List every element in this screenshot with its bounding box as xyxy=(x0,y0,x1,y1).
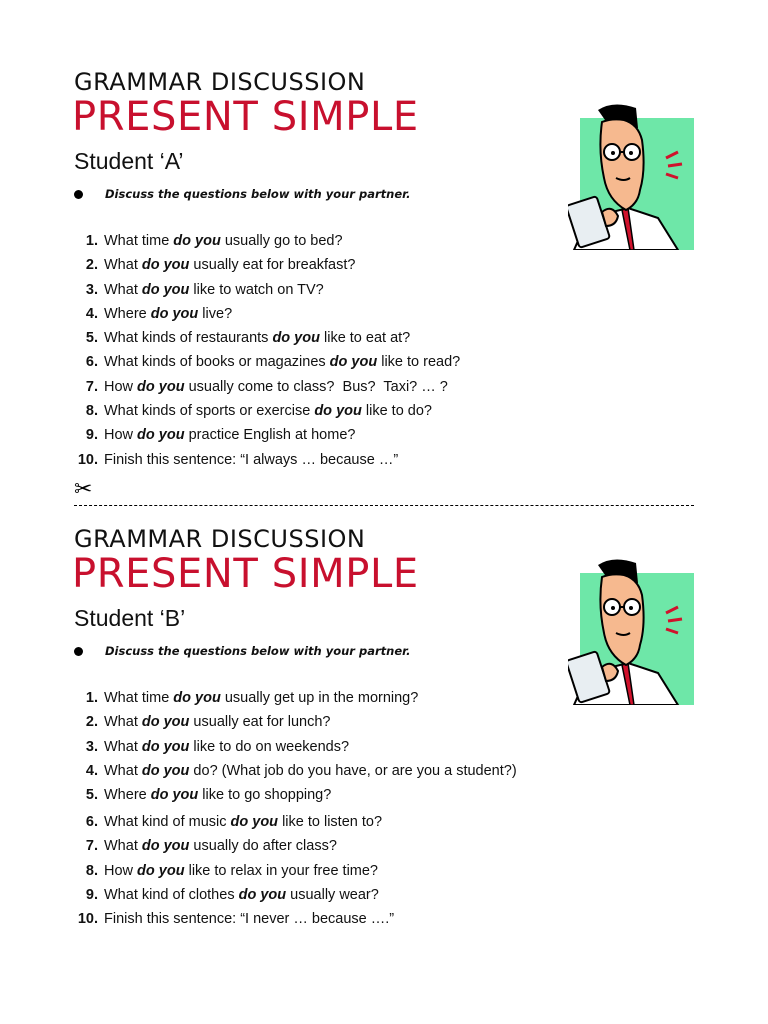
question-highlight: do you xyxy=(230,814,279,831)
question-highlight: do you xyxy=(137,378,185,395)
bullet-icon xyxy=(74,190,83,199)
question-number: 9. xyxy=(85,887,98,904)
question-text: do? (What job do you have, or are you a student?) xyxy=(189,762,517,779)
question-number: 3. xyxy=(85,281,98,298)
question-text: Where xyxy=(104,305,151,322)
question-text: What kinds of sports or exercise xyxy=(104,403,315,420)
question-item xyxy=(74,254,460,278)
question-item xyxy=(74,327,460,351)
question-text: usually come to class? Bus? Taxi? … ? xyxy=(184,378,448,395)
question-list xyxy=(74,230,460,473)
question-item xyxy=(74,424,460,448)
question-number: 6. xyxy=(85,814,98,831)
instruction xyxy=(74,184,411,204)
question-item xyxy=(74,884,517,908)
question-text: What kinds of books or magazines xyxy=(104,354,330,371)
question-highlight: do you xyxy=(272,330,320,347)
question-number: 8. xyxy=(85,403,98,420)
question-item xyxy=(74,279,460,303)
question-highlight: do you xyxy=(141,838,190,855)
question-text: like to go shopping? xyxy=(198,787,332,804)
question-number: 10. xyxy=(77,451,98,468)
instruction xyxy=(74,641,411,661)
question-number: 8. xyxy=(85,862,98,879)
instruction-text: Discuss the questions below with your partner. xyxy=(105,187,411,201)
question-number: 7. xyxy=(85,378,98,395)
question-text: What xyxy=(104,738,142,755)
question-text: What xyxy=(104,714,142,731)
question-text: Where xyxy=(104,787,151,804)
question-text: Finish this sentence: “I always … because …” xyxy=(104,451,399,468)
question-text: like to eat at? xyxy=(319,330,411,347)
question-text: What kind of music xyxy=(104,814,231,831)
question-number: 1. xyxy=(85,690,98,706)
student-label: Student ‘A’ xyxy=(74,148,184,174)
section-title: PRESENT SIMPLE xyxy=(72,94,419,140)
question-text: What time xyxy=(104,690,174,706)
question-number: 4. xyxy=(85,762,98,779)
question-highlight: do you xyxy=(173,690,221,706)
question-number: 2. xyxy=(85,714,98,731)
question-item xyxy=(74,303,460,327)
scissors-icon: ✂ xyxy=(74,477,93,502)
question-item xyxy=(74,687,517,711)
question-number: 2. xyxy=(85,257,98,274)
question-highlight: do you xyxy=(238,887,287,904)
question-text: like to watch on TV? xyxy=(189,281,324,298)
question-number: 3. xyxy=(85,738,98,755)
question-text: What xyxy=(104,762,142,779)
question-text: What xyxy=(104,281,142,298)
question-text: like to listen to? xyxy=(278,814,383,831)
question-highlight: do you xyxy=(150,305,199,322)
question-text: How xyxy=(104,862,138,879)
question-text: like to do on weekends? xyxy=(189,738,350,755)
businessman-reading-icon xyxy=(568,555,694,705)
question-text: live? xyxy=(198,305,233,322)
question-item xyxy=(74,784,517,811)
question-highlight: do you xyxy=(141,257,190,274)
question-highlight: do you xyxy=(314,403,362,420)
student-label: Student ‘B’ xyxy=(74,605,186,631)
question-text: like to relax in your free time? xyxy=(184,862,378,879)
question-text: like to do? xyxy=(361,403,432,420)
question-item xyxy=(74,449,460,473)
question-text: What xyxy=(104,838,142,855)
question-highlight: do you xyxy=(329,354,378,371)
dashed-line xyxy=(74,505,694,506)
question-text: What kind of clothes xyxy=(104,887,239,904)
question-item xyxy=(74,760,517,784)
question-text: What xyxy=(104,257,142,274)
question-text: usually do after class? xyxy=(189,838,337,855)
question-item xyxy=(74,351,460,375)
question-item xyxy=(74,376,460,400)
question-text: Finish this sentence: “I never … because ….” xyxy=(104,911,395,928)
question-item xyxy=(74,711,517,735)
question-number: 9. xyxy=(85,427,98,444)
question-highlight: do you xyxy=(141,281,190,298)
question-text: usually get up in the morning? xyxy=(220,690,419,706)
question-highlight: do you xyxy=(141,714,190,731)
section-title: PRESENT SIMPLE xyxy=(72,551,419,597)
question-highlight: do you xyxy=(173,233,221,249)
question-text: practice English at home? xyxy=(184,427,356,444)
question-highlight: do you xyxy=(137,862,185,879)
question-number: 5. xyxy=(85,787,98,804)
question-text: What time xyxy=(104,233,174,249)
bullet-icon xyxy=(74,647,83,656)
question-text: What kinds of restaurants xyxy=(104,330,273,347)
question-item xyxy=(74,400,460,424)
question-number: 7. xyxy=(85,838,98,855)
question-text: How xyxy=(104,378,138,395)
cut-line-divider xyxy=(74,477,694,517)
question-text: like to read? xyxy=(377,354,461,371)
question-item xyxy=(74,736,517,760)
question-text: usually wear? xyxy=(286,887,379,904)
question-text: How xyxy=(104,427,138,444)
question-number: 4. xyxy=(85,305,98,322)
question-number: 6. xyxy=(85,354,98,371)
question-highlight: do you xyxy=(141,762,190,779)
question-list xyxy=(74,687,517,933)
question-text: usually go to bed? xyxy=(220,233,343,249)
businessman-reading-icon xyxy=(568,100,694,250)
question-number: 10. xyxy=(77,911,98,928)
question-highlight: do you xyxy=(141,738,190,755)
question-item xyxy=(74,860,517,884)
section-kicker: GRAMMAR DISCUSSION xyxy=(74,68,366,96)
question-item xyxy=(74,811,517,835)
question-number: 5. xyxy=(85,330,98,347)
question-highlight: do you xyxy=(150,787,199,804)
question-text: usually eat for breakfast? xyxy=(189,257,356,274)
question-number: 1. xyxy=(85,233,98,249)
question-item xyxy=(74,835,517,859)
question-text: usually eat for lunch? xyxy=(189,714,331,731)
section-kicker: GRAMMAR DISCUSSION xyxy=(74,525,366,553)
question-item xyxy=(74,230,460,254)
instruction-text: Discuss the questions below with your partner. xyxy=(105,644,411,658)
question-item xyxy=(74,908,517,932)
question-highlight: do you xyxy=(137,427,185,444)
